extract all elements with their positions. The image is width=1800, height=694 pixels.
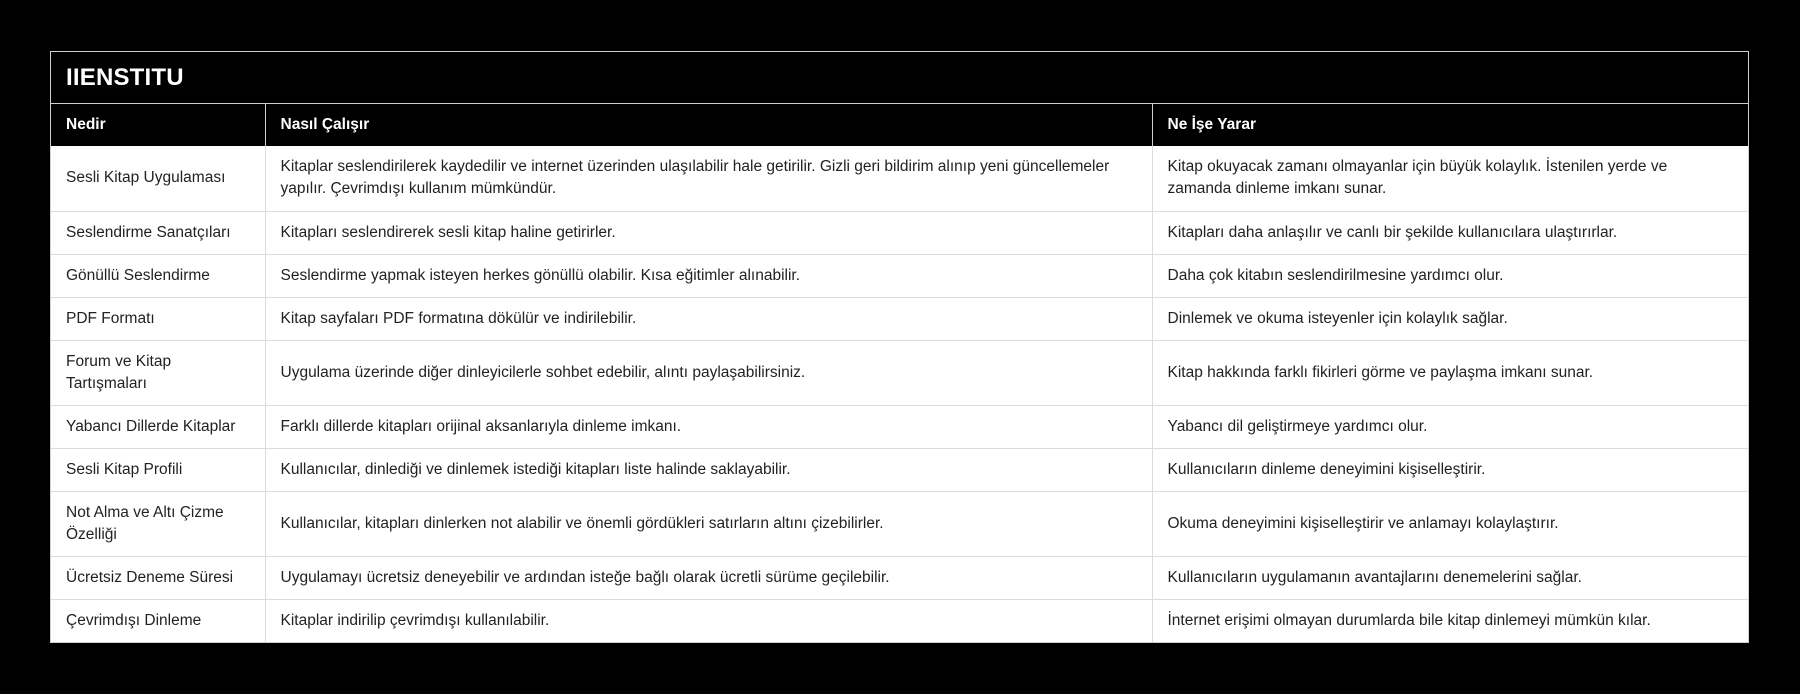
cell-nedir: Seslendirme Sanatçıları [51,211,265,254]
table-header [51,104,1748,146]
table-row [51,599,1748,642]
cell-ne-ise-yarar: Kullanıcıların dinleme deneyimini kişiselleştirir. [1152,448,1748,491]
cell-nedir: Yabancı Dillerde Kitaplar [51,405,265,448]
cell-nasil-calisir: Kitap sayfaları PDF formatına dökülür ve indirilebilir. [265,297,1152,340]
cell-nedir: Forum ve Kitap Tartışmaları [51,340,265,405]
cell-nasil-calisir: Uygulama üzerinde diğer dinleyicilerle sohbet edebilir, alıntı paylaşabilirsiniz. [265,340,1152,405]
table-row [51,491,1748,556]
cell-ne-ise-yarar: İnternet erişimi olmayan durumlarda bile kitap dinlemeyi mümkün kılar. [1152,599,1748,642]
column-header-ne-ise-yarar: Ne İşe Yarar [1152,104,1748,146]
cell-ne-ise-yarar: Okuma deneyimini kişiselleştirir ve anlamayı kolaylaştırır. [1152,491,1748,556]
column-header-nasil-calisir: Nasıl Çalışır [265,104,1152,146]
cell-nasil-calisir: Kullanıcılar, dinlediği ve dinlemek istediği kitapları liste halinde saklayabilir. [265,448,1152,491]
table-row [51,340,1748,405]
cell-ne-ise-yarar: Kitapları daha anlaşılır ve canlı bir şekilde kullanıcılara ulaştırırlar. [1152,211,1748,254]
cell-nedir: Çevrimdışı Dinleme [51,599,265,642]
cell-nasil-calisir: Kitaplar indirilip çevrimdışı kullanılabilir. [265,599,1152,642]
cell-nasil-calisir: Seslendirme yapmak isteyen herkes gönüllü olabilir. Kısa eğitimler alınabilir. [265,254,1152,297]
cell-ne-ise-yarar: Kitap okuyacak zamanı olmayanlar için büyük kolaylık. İstenilen yerde ve zamanda dinleme imkanı sunar. [1152,146,1748,211]
cell-ne-ise-yarar: Yabancı dil geliştirmeye yardımcı olur. [1152,405,1748,448]
cell-nedir: Ücretsiz Deneme Süresi [51,556,265,599]
table-row [51,254,1748,297]
column-header-nedir: Nedir [51,104,265,146]
table-row [51,146,1748,211]
cell-nasil-calisir: Farklı dillerde kitapları orijinal aksanlarıyla dinleme imkanı. [265,405,1152,448]
cell-nasil-calisir: Kitaplar seslendirilerek kaydedilir ve internet üzerinden ulaşılabilir hale getirilir. Gizli geri bildirim alınıp yeni güncellemeler yapılır. Çevrimdışı kullanım mümkündür. [265,146,1152,211]
data-table [51,104,1748,642]
cell-nasil-calisir: Kullanıcılar, kitapları dinlerken not alabilir ve önemli gördükleri satırların altını çizebilirler. [265,491,1152,556]
table-row [51,405,1748,448]
cell-nedir: Sesli Kitap Uygulaması [51,146,265,211]
table-row [51,448,1748,491]
table-title: IIENSTITU [51,52,1748,104]
cell-ne-ise-yarar: Dinlemek ve okuma isteyenler için kolaylık sağlar. [1152,297,1748,340]
table-row [51,297,1748,340]
cell-ne-ise-yarar: Kitap hakkında farklı fikirleri görme ve paylaşma imkanı sunar. [1152,340,1748,405]
table-row [51,211,1748,254]
cell-nedir: Gönüllü Seslendirme [51,254,265,297]
cell-nedir: Not Alma ve Altı Çizme Özelliği [51,491,265,556]
info-table [50,51,1749,643]
cell-ne-ise-yarar: Kullanıcıların uygulamanın avantajlarını denemelerini sağlar. [1152,556,1748,599]
table-body [51,146,1748,642]
header-row [51,104,1748,146]
cell-nasil-calisir: Uygulamayı ücretsiz deneyebilir ve ardından isteğe bağlı olarak ücretli sürüme geçilebilir. [265,556,1152,599]
table-row [51,556,1748,599]
cell-nedir: Sesli Kitap Profili [51,448,265,491]
cell-nasil-calisir: Kitapları seslendirerek sesli kitap haline getirirler. [265,211,1152,254]
cell-nedir: PDF Formatı [51,297,265,340]
cell-ne-ise-yarar: Daha çok kitabın seslendirilmesine yardımcı olur. [1152,254,1748,297]
